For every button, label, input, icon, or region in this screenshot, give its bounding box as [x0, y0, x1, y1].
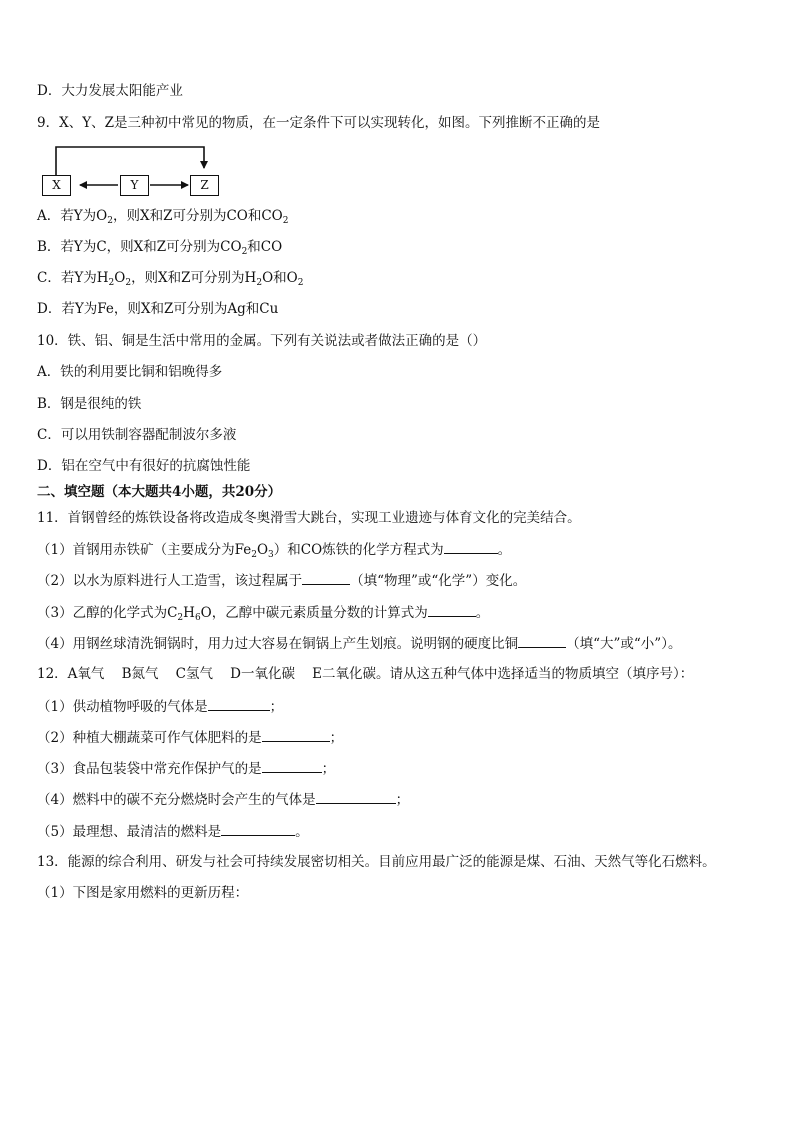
question-12-part-5: （5）最理想、最清洁的燃料是 。	[37, 824, 309, 840]
question-11-part-2: （2）以水为原料进行人工造雪，该过程属于 （填“物理”或“化学”）变化。	[37, 573, 527, 589]
question-12-part-2: （2）种植大棚蔬菜可作气体肥料的是 ；	[37, 730, 344, 746]
option-10c: C．可以用铁制容器配制波尔多液	[37, 427, 237, 443]
answer-blank[interactable]	[518, 634, 566, 648]
option-9d: D．若Y为Fe，则X和Z可分别为Ag和Cu	[37, 301, 279, 317]
section-2-heading: 二、填空题（本大题共4小题，共20分）	[37, 484, 282, 500]
question-12-part-4: （4）燃料中的碳不充分燃烧时会产生的气体是 ；	[37, 792, 410, 808]
question-13: 13．能源的综合利用、研发与社会可持续发展密切相关。目前应用最广泛的能源是煤、石油、天然气等化石燃料。	[37, 854, 716, 870]
question-12-part-1: （1）供动植物呼吸的气体是 ；	[37, 699, 284, 715]
option-9c: C．若Y为$H_2O_2$，则X和Z可分别为$H_2O$和$O_2$	[37, 270, 304, 288]
answer-blank[interactable]	[208, 697, 270, 711]
question-12: 12．A氧气 B氮气 C氢气 D一氧化碳 E二氧化碳。请从这五种气体中选择适当的物质填空（填序号）：	[37, 666, 694, 682]
answer-blank[interactable]	[316, 790, 396, 804]
option-10a: A．铁的利用要比铜和铝晚得多	[37, 364, 223, 380]
option-10d: D．铝在空气中有很好的抗腐蚀性能	[37, 458, 251, 474]
answer-blank[interactable]	[262, 759, 322, 773]
option-9a: A．若Y为$O_2$，则X和Z可分别为CO和$CO_2$	[37, 208, 289, 226]
box-y: Y	[120, 175, 149, 196]
option-9b: B．若Y为C，则X和Z可分别为$CO_2$和CO	[37, 239, 283, 257]
answer-blank[interactable]	[444, 540, 498, 554]
question-10: 10．铁、铝、铜是生活中常用的金属。下列有关说法或者做法正确的是（）	[37, 333, 487, 349]
arrow-x-to-z	[56, 147, 204, 176]
diagram-arrows	[0, 0, 260, 200]
answer-blank[interactable]	[262, 728, 330, 742]
option-10b: B．钢是很纯的铁	[37, 396, 142, 412]
question-12-part-3: （3）食品包装袋中常充作保护气的是 ；	[37, 761, 336, 777]
answer-blank[interactable]	[221, 822, 295, 836]
question-9: 9．X、Y、Z是三种初中常见的物质，在一定条件下可以实现转化，如图。下列推断不正确的是	[37, 115, 600, 131]
question-13-part-1: （1）下图是家用燃料的更新历程：	[37, 885, 249, 901]
answer-blank[interactable]	[302, 571, 350, 585]
question-11: 11．首钢曾经的炼铁设备将改造成冬奥滑雪大跳台，实现工业遗迹与体育文化的完美结合。	[37, 510, 581, 526]
box-z: Z	[190, 175, 219, 196]
box-x: X	[42, 175, 71, 196]
option-d-solar: D．大力发展太阳能产业	[37, 83, 183, 99]
question-11-part-1: （1）首钢用赤铁矿（主要成分为$Fe_2O_3$）和CO炼铁的化学方程式为 。	[37, 542, 512, 560]
question-11-part-3: （3）乙醇的化学式为$C_2H_6O$，乙醇中碳元素质量分数的计算式为 。	[37, 605, 490, 623]
answer-blank[interactable]	[428, 603, 476, 617]
question-11-part-4: （4）用钢丝球清洗铜锅时，用力过大容易在铜锅上产生划痕。说明钢的硬度比铜 （填“大”或“小”）。	[37, 636, 682, 652]
